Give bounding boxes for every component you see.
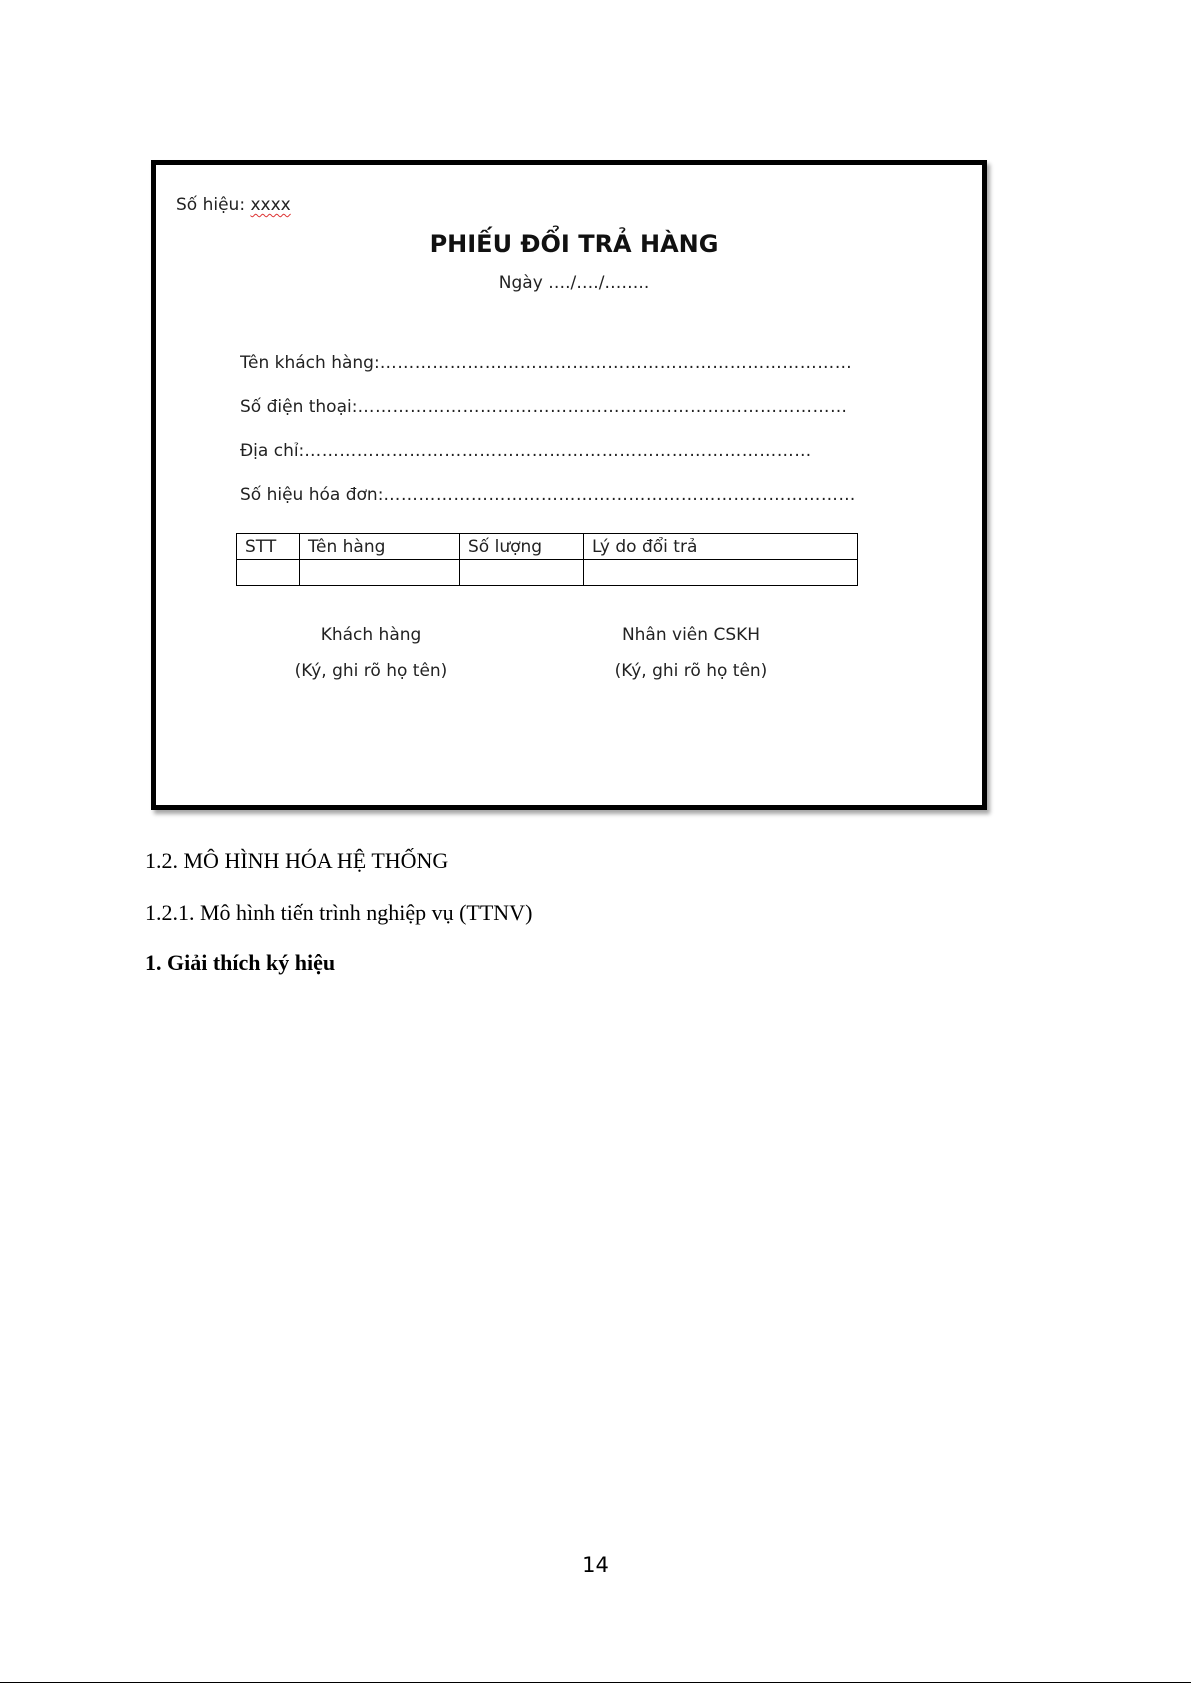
form-date: Ngày …./…./…….. — [498, 273, 650, 293]
form-number-value: xxxx — [250, 195, 291, 215]
return-form-image — [151, 160, 987, 810]
table-cell — [584, 560, 858, 586]
table-cell — [237, 560, 300, 586]
subsection-heading: 1.2.1. Mô hình tiến trình nghiệp vụ (TTNV) — [145, 900, 533, 925]
signature-staff — [606, 617, 776, 689]
field-address — [240, 441, 860, 461]
table-row — [237, 560, 858, 586]
header-stt: STT — [237, 534, 300, 560]
field-dots: ……………………………………………………………………… — [379, 353, 853, 373]
field-invoice-number — [240, 485, 860, 505]
field-dots: ……………………………………………………………………… — [383, 485, 856, 505]
header-reason: Lý do đổi trả — [584, 534, 858, 560]
field-label: Tên khách hàng: — [240, 353, 380, 373]
page-bottom-rule — [0, 1682, 1191, 1683]
page-number: 14 — [582, 1553, 609, 1577]
table-cell — [300, 560, 460, 586]
table-cell — [460, 560, 584, 586]
field-dots: ………………………………………………………………………… — [357, 397, 848, 417]
field-dots: …………………………………………………………………………… — [304, 441, 812, 461]
form-number — [176, 195, 291, 215]
section-heading: 1.2. MÔ HÌNH HÓA HỆ THỐNG — [145, 848, 449, 873]
field-customer-name — [240, 353, 860, 373]
form-title: PHIẾU ĐỔI TRẢ HÀNG — [429, 230, 719, 258]
signature-customer — [286, 617, 456, 689]
field-phone — [240, 397, 860, 417]
field-label: Số điện thoại: — [240, 397, 358, 417]
field-label: Địa chỉ: — [240, 441, 305, 461]
signature-role: Khách hàng — [320, 625, 422, 645]
header-item-name: Tên hàng — [300, 534, 460, 560]
signature-role: Nhân viên CSKH — [621, 625, 761, 645]
header-quantity: Số lượng — [460, 534, 584, 560]
item-heading: 1. Giải thích ký hiệu — [145, 950, 336, 975]
signature-note: (Ký, ghi rõ họ tên) — [614, 661, 768, 681]
signature-note: (Ký, ghi rõ họ tên) — [294, 661, 448, 681]
form-number-label: Số hiệu: — [176, 195, 251, 215]
field-label: Số hiệu hóa đơn: — [240, 485, 384, 505]
table-header-row — [237, 534, 858, 560]
items-table — [236, 533, 858, 586]
